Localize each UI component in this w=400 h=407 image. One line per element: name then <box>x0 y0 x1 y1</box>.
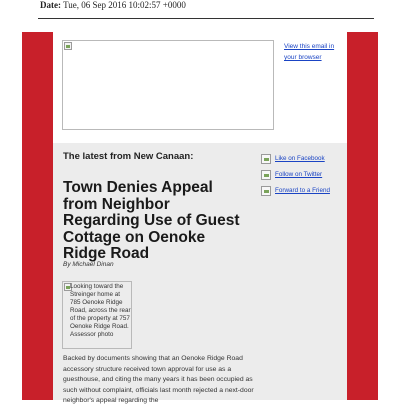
article-body: Backed by documents showing that an Oenoke Ridge Road accessory structure received town approval for use as a guesthouse, and citing the many years it has been occupied as such without complaint, officials last month rejected a next-door neighbor's appeal regarding the <box>63 355 254 404</box>
twitter-follow-link[interactable] <box>261 170 341 182</box>
article-photo[interactable] <box>62 281 132 349</box>
twitter-follow-label[interactable]: Follow on Twitter <box>275 171 323 178</box>
article-byline: By Michael Dinan <box>63 261 114 268</box>
email-date-header <box>40 0 186 10</box>
twitter-icon <box>261 170 271 180</box>
view-in-browser-link[interactable]: View this email in your browser <box>284 43 335 61</box>
facebook-like-label[interactable]: Like on Facebook <box>275 155 325 162</box>
date-label: Date: <box>40 0 61 10</box>
broken-image-icon <box>64 42 72 50</box>
facebook-like-link[interactable] <box>261 154 341 166</box>
photo-alt-text: Looking toward the Streinger home at 785 Oenoke Ridge Road, across the rear of the property at 757 Oenoke Ridge Road. Assessor photo <box>70 283 131 338</box>
article-headline[interactable]: Town Denies Appeal from Neighbor Regarding Use of Guest Cottage on Oenoke Ridge Road <box>63 179 240 262</box>
forward-friend-label[interactable]: Forward to a Friend <box>275 187 330 194</box>
newsletter-intro: The latest from New Canaan: <box>63 151 194 162</box>
date-value: Tue, 06 Sep 2016 10:02:57 +0000 <box>63 0 186 10</box>
forward-icon <box>261 186 271 196</box>
facebook-icon <box>261 154 271 164</box>
forward-friend-link[interactable] <box>261 186 341 198</box>
header-divider <box>38 18 374 19</box>
banner-image[interactable] <box>62 40 274 130</box>
